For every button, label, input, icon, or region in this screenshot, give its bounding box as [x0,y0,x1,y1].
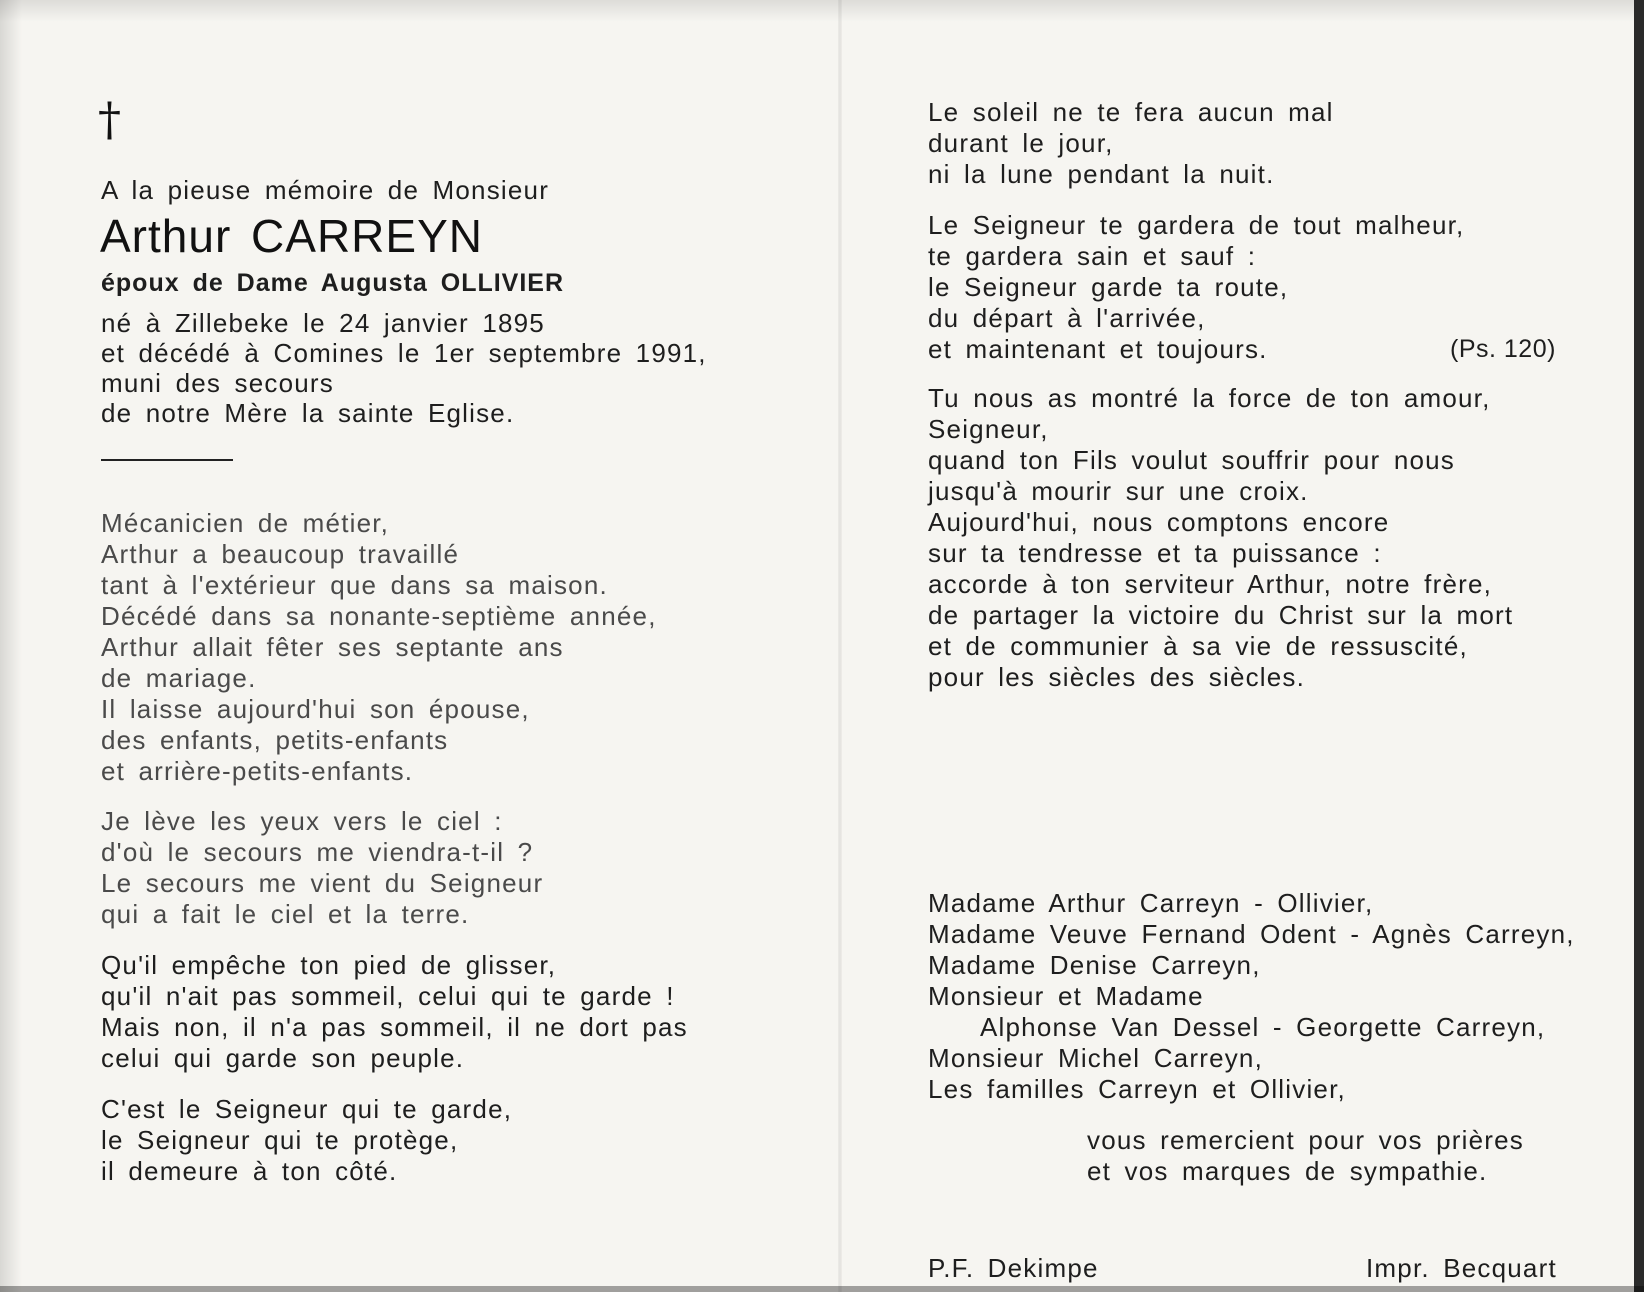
bio-line: et décédé à Comines le 1er septembre 1991, [101,338,707,368]
psalm-line: le Seigneur garde ta route, [928,272,1289,302]
bio-line: de notre Mère la sainte Eglise. [101,398,515,428]
psalm-line: te gardera sain et sauf : [928,241,1257,271]
funeral-home: P.F. Dekimpe [928,1253,1099,1283]
tribute-line: Arthur a beaucoup travaillé [101,539,460,569]
psalm-line: C'est le Seigneur qui te garde, [101,1094,513,1124]
prayer-line: de partager la victoire du Christ sur la mort [928,600,1514,630]
spouse-line: époux de Dame Augusta OLLIVIER [101,269,565,297]
tribute-line: Il laisse aujourd'hui son épouse, [101,694,530,724]
psalm-line: Qu'il empêche ton pied de glisser, [101,950,557,980]
psalm-line: celui qui garde son peuple. [101,1043,465,1073]
card-edge-shadow-top [0,0,1644,22]
psalm-line: ni la lune pendant la nuit. [928,159,1275,189]
tribute-line: des enfants, petits-enfants [101,725,449,755]
tribute-line: Décédé dans sa nonante-septième année, [101,601,657,631]
tribute-line: de mariage. [101,663,257,693]
psalm-line: Le soleil ne te fera aucun mal [928,97,1334,127]
psalm-line: Le secours me vient du Seigneur [101,868,544,898]
prayer-line: accorde à ton serviteur Arthur, notre frère, [928,569,1493,599]
family-line: Madame Veuve Fernand Odent - Agnès Carreyn, [928,919,1575,949]
deceased-name: Arthur CARREYN [100,210,483,262]
psalm-line: Je lève les yeux vers le ciel : [101,806,503,836]
prayer-line: pour les siècles des siècles. [928,662,1306,692]
family-line: Alphonse Van Dessel - Georgette Carreyn, [980,1012,1546,1042]
tribute-line: Mécanicien de métier, [101,508,390,538]
psalm-line: durant le jour, [928,128,1114,158]
family-line: Madame Arthur Carreyn - Ollivier, [928,888,1374,918]
family-line: Madame Denise Carreyn, [928,950,1261,980]
intro-line: A la pieuse mémoire de Monsieur [101,175,550,205]
prayer-line: Aujourd'hui, nous comptons encore [928,507,1390,537]
prayer-line: quand ton Fils voulut souffrir pour nous [928,445,1456,475]
psalm-line: d'où le secours me viendra-t-il ? [101,837,534,867]
prayer-line: Tu nous as montré la force de ton amour, [928,383,1491,413]
prayer-line: sur ta tendresse et ta puissance : [928,538,1382,568]
bio-line: né à Zillebeke le 24 janvier 1895 [101,308,545,338]
tribute-line: et arrière-petits-enfants. [101,756,414,786]
psalm-line: il demeure à ton côté. [101,1156,398,1186]
psalm-line: qui a fait le ciel et la terre. [101,899,470,929]
psalm-line: et maintenant et toujours. [928,334,1268,364]
bio-line: muni des secours [101,368,334,398]
divider-rule [101,459,233,461]
family-line: Les familles Carreyn et Ollivier, [928,1074,1346,1104]
card-edge-shadow-left [0,0,22,1292]
psalm-line: le Seigneur qui te protège, [101,1125,459,1155]
card-edge-right [1634,0,1644,1292]
family-line: Monsieur et Madame [928,981,1204,1011]
psalm-reference: (Ps. 120) [1450,335,1556,363]
printer-credit: Impr. Becquart [1366,1253,1557,1283]
psalm-line: Le Seigneur te gardera de tout malheur, [928,210,1465,240]
card-edge-bottom [0,1286,1644,1292]
family-line: Monsieur Michel Carreyn, [928,1043,1264,1073]
thanks-line: vous remercient pour vos prières [1087,1125,1524,1155]
psalm-line: qu'il n'ait pas sommeil, celui qui te garde ! [101,981,675,1011]
psalm-line: du départ à l'arrivée, [928,303,1206,333]
prayer-line: Seigneur, [928,414,1049,444]
card-fold [838,0,842,1292]
cross-icon: † [98,92,121,146]
prayer-line: jusqu'à mourir sur une croix. [928,476,1309,506]
thanks-line: et vos marques de sympathie. [1087,1156,1488,1186]
prayer-line: et de communier à sa vie de ressuscité, [928,631,1468,661]
tribute-line: tant à l'extérieur que dans sa maison. [101,570,608,600]
psalm-line: Mais non, il n'a pas sommeil, il ne dort pas [101,1012,688,1042]
tribute-line: Arthur allait fêter ses septante ans [101,632,564,662]
